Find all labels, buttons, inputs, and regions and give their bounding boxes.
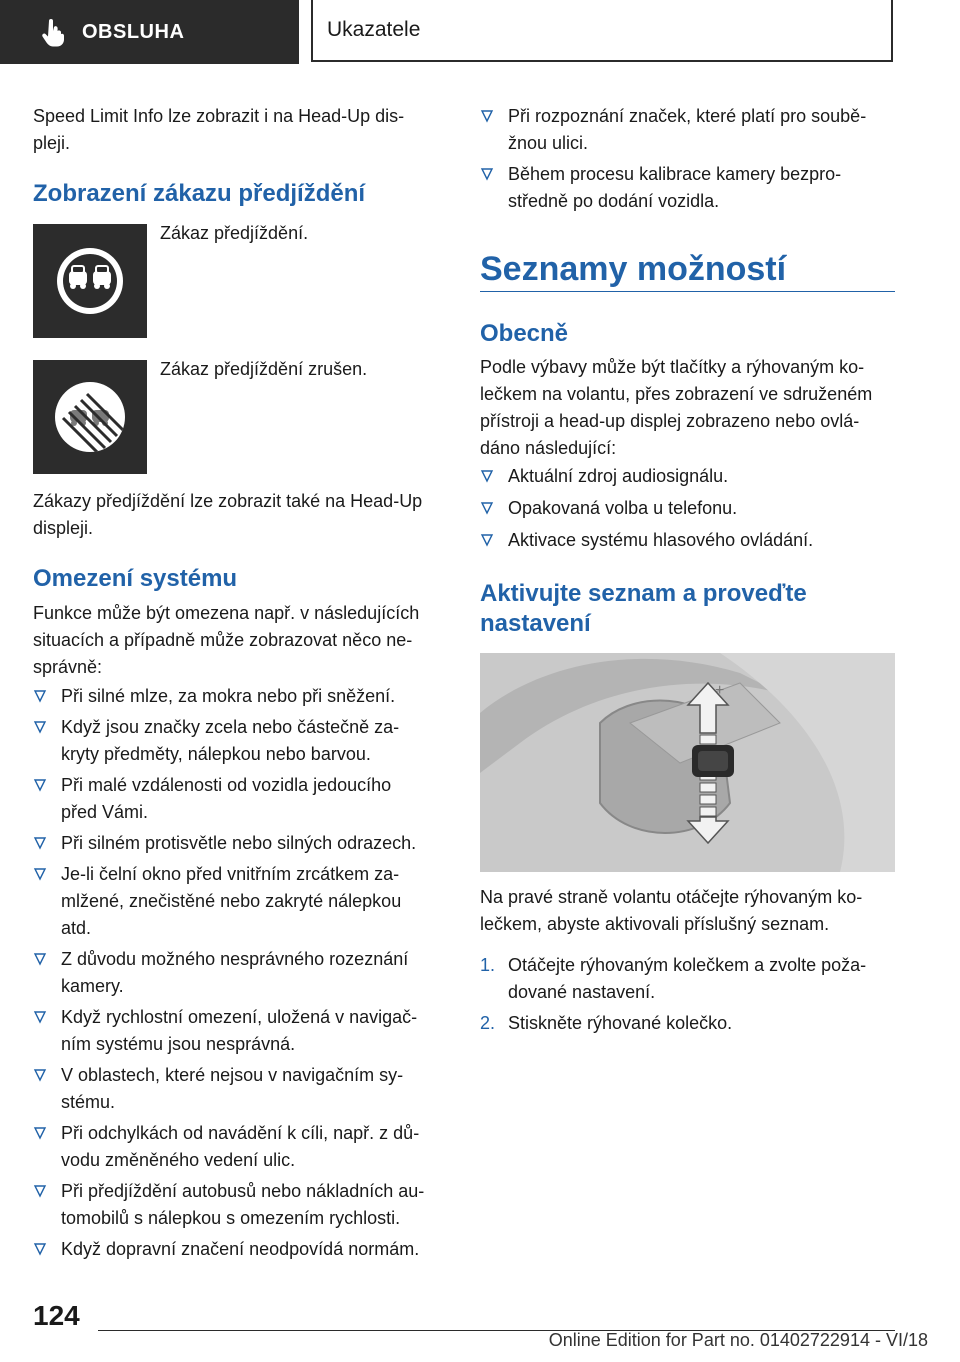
list-item	[33, 946, 443, 1000]
bullet-triangle-icon	[33, 1242, 47, 1256]
bullet-triangle-icon	[480, 167, 494, 181]
list-item	[33, 1178, 443, 1232]
wheel-caption-line-1: Na pravé straně volantu otáčejte rýhovaným ko-	[480, 887, 863, 907]
list-item-text: V oblastech, které nejsou v navigačním sy-	[61, 1065, 404, 1085]
bullet-triangle-icon	[33, 1184, 47, 1198]
bullet-triangle-icon	[33, 836, 47, 850]
general-line-1: Podle výbavy může být tlačítky a rýhovaným ko-	[480, 357, 865, 377]
list-item-text: Při silném protisvětle nebo silných odrazech.	[61, 833, 417, 853]
section-tab[interactable]	[0, 0, 299, 64]
bullet-triangle-icon	[33, 1126, 47, 1140]
title-rule	[480, 291, 895, 292]
step-number: 1.	[480, 955, 496, 975]
bullet-triangle-icon	[33, 720, 47, 734]
step-number: 2.	[480, 1013, 496, 1033]
caption-end-no-overtaking: Zákaz předjíždění zrušen.	[160, 359, 368, 379]
wheel-caption-line-2: lečkem, abyste aktivovali příslušný seznam.	[480, 914, 830, 934]
list-item	[480, 161, 895, 215]
list-item-text: Stiskněte rýhované kolečko.	[508, 1013, 733, 1033]
list-item	[33, 1062, 443, 1116]
list-item-text: Při předjíždění autobusů nebo nákladních au-	[61, 1181, 425, 1201]
list-item	[480, 103, 895, 157]
no-overtaking-sign-image	[33, 224, 147, 338]
list-item-text: stému.	[61, 1092, 116, 1112]
step-item	[480, 1010, 895, 1037]
list-item-text: vodu změněného vedení ulic.	[61, 1150, 296, 1170]
steering-wheel-image	[480, 653, 895, 872]
svg-text:+: +	[715, 682, 725, 699]
list-item-text: před Vámi.	[61, 802, 149, 822]
list-item-text: Z důvodu možného nesprávného rozeznání	[61, 949, 409, 969]
list-item-text: středně po dodání vozidla.	[508, 191, 720, 211]
list-item-text: kamery.	[61, 976, 124, 996]
list-item	[33, 1236, 443, 1263]
list-item	[480, 463, 895, 490]
list-item-text: Při rozpoznání značek, které platí pro soubě-	[508, 106, 867, 126]
list-item-text: ním systému jsou nesprávná.	[61, 1034, 296, 1054]
edition-footer: Online Edition for Part no. 01402722914 - VI/18	[548, 1330, 928, 1350]
intro-line-2: pleji.	[33, 133, 71, 153]
list-item-text: Otáčejte rýhovaným kolečkem a zvolte poža-	[508, 955, 867, 975]
para-hud-line-2: displeji.	[33, 518, 94, 538]
list-item-text: Během procesu kalibrace kamery bezpro-	[508, 164, 842, 184]
bullet-triangle-icon	[480, 501, 494, 515]
list-item	[33, 683, 443, 710]
bullet-triangle-icon	[33, 1068, 47, 1082]
end-no-overtaking-sign-image	[33, 360, 147, 474]
chapter-tab-label: Ukazatele	[327, 18, 421, 41]
list-item-text: atd.	[61, 918, 92, 938]
list-item-text: kryty předměty, nálepkou nebo barvou.	[61, 744, 371, 764]
bullet-triangle-icon	[480, 469, 494, 483]
bullet-triangle-icon	[33, 689, 47, 703]
step-item	[480, 952, 895, 1006]
list-item	[33, 1120, 443, 1174]
list-item	[33, 830, 443, 857]
list-item-text: Při silné mlze, za mokra nebo při sněžení.	[61, 686, 396, 706]
no-overtaking-sign-icon	[33, 224, 147, 338]
general-line-2: lečkem na volantu, přes zobrazení ve sdruženém	[480, 384, 873, 404]
caption-no-overtaking: Zákaz předjíždění.	[160, 223, 309, 243]
heading-overtaking-display: Zobrazení zákazu předjíždění	[33, 180, 366, 207]
list-item	[33, 714, 443, 768]
list-item-text: Když rychlostní omezení, uložená v navigač-	[61, 1007, 418, 1027]
heading-system-limits: Omezení systému	[33, 565, 238, 592]
list-item-text: dované nastavení.	[508, 982, 656, 1002]
heading-activate-list-line-1: Aktivujte seznam a proveďte	[480, 580, 807, 607]
bullet-triangle-icon	[33, 952, 47, 966]
list-item-text: mlžené, znečistěné nebo zakryté nálepkou	[61, 891, 402, 911]
list-item	[480, 495, 895, 522]
list-item-text: Opakovaná volba u telefonu.	[508, 498, 738, 518]
list-item	[33, 772, 443, 826]
heading-general: Obecně	[480, 320, 569, 347]
limits-intro-line-3: správně:	[33, 657, 103, 677]
heading-activate-list-line-2: nastavení	[480, 610, 591, 637]
heading-option-lists: Seznamy možností	[480, 250, 787, 288]
list-item	[33, 1004, 443, 1058]
bullet-triangle-icon	[33, 867, 47, 881]
page-number: 124	[33, 1300, 80, 1331]
list-item	[480, 527, 895, 554]
bullet-triangle-icon	[480, 533, 494, 547]
intro-line-1: Speed Limit Info lze zobrazit i na Head-Up dis-	[33, 106, 405, 126]
list-item-text: Při odchylkách od navádění k cíli, např. z dů-	[61, 1123, 420, 1143]
list-item-text: Aktivace systému hlasového ovládání.	[508, 530, 814, 550]
list-item-text: Je-li čelní okno před vnitřním zrcátkem za-	[61, 864, 400, 884]
list-item-text: Když jsou značky zcela nebo částečně za-	[61, 717, 400, 737]
section-tab-label: OBSLUHA	[82, 20, 185, 43]
general-line-3: přístroji a head-up displej zobrazeno nebo ovlá-	[480, 411, 860, 431]
list-item-text: tomobilů s nálepkou s omezením rychlosti.	[61, 1208, 401, 1228]
list-item-text: žnou ulici.	[508, 133, 589, 153]
end-no-overtaking-sign-icon	[33, 360, 147, 474]
list-item	[33, 861, 443, 942]
para-hud-line-1: Zákazy předjíždění lze zobrazit také na Head-Up	[33, 491, 423, 511]
general-line-4: dáno následující:	[480, 438, 617, 458]
hand-pointer-icon	[38, 17, 68, 47]
list-item-text: Aktuální zdroj audiosignálu.	[508, 466, 729, 486]
chapter-tab[interactable]	[311, 0, 893, 62]
bullet-triangle-icon	[480, 109, 494, 123]
limits-intro-line-2: situacích a případně může zobrazovat něco ne-	[33, 630, 413, 650]
bullet-triangle-icon	[33, 778, 47, 792]
list-item-text: Když dopravní značení neodpovídá normám.	[61, 1239, 420, 1259]
list-item-text: Při malé vzdálenosti od vozidla jedoucího	[61, 775, 392, 795]
limits-intro-line-1: Funkce může být omezena např. v následujících	[33, 603, 420, 623]
bullet-triangle-icon	[33, 1010, 47, 1024]
